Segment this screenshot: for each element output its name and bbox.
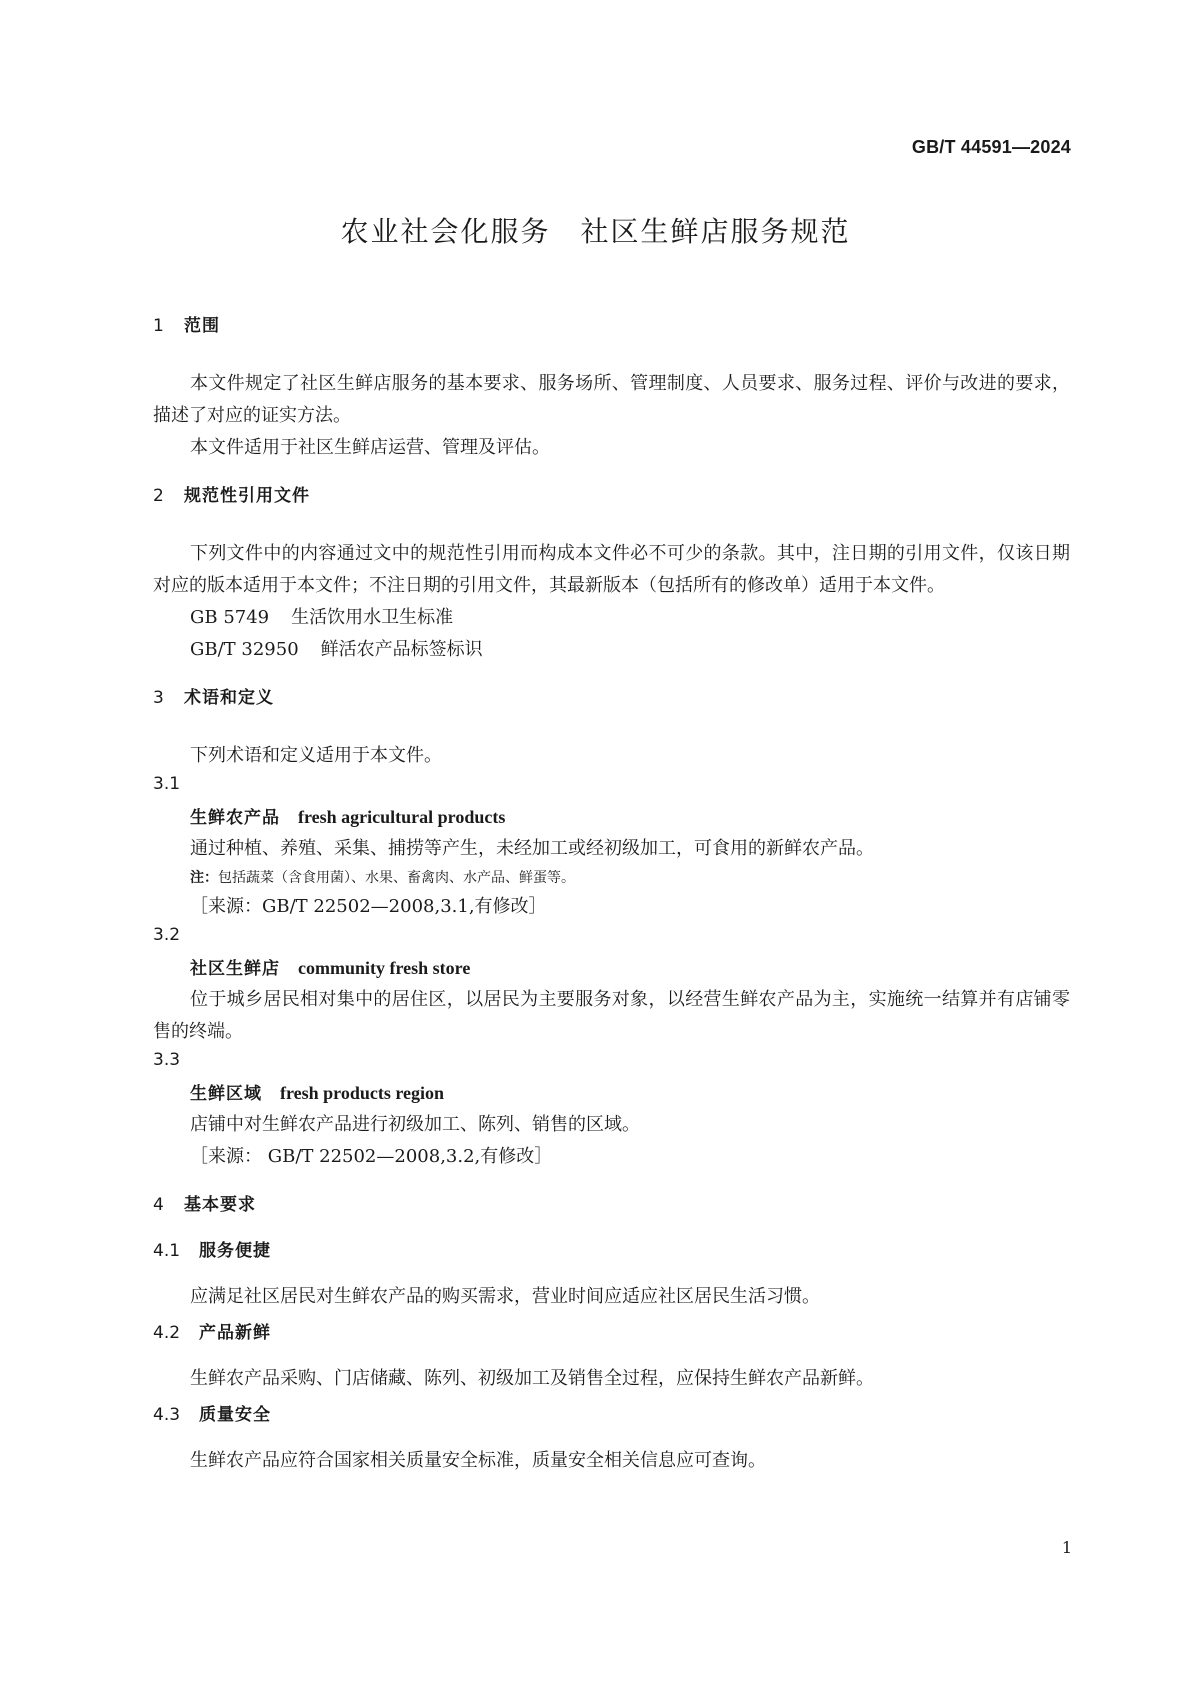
section-title: 术语和定义 (184, 688, 274, 708)
term-definition: 店铺中对生鲜农产品进行初级加工、陈列、销售的区域。 (190, 1114, 640, 1135)
term-number: 3.1 (153, 774, 181, 794)
term-heading (153, 802, 1070, 833)
term-number: 3.2 (153, 925, 181, 945)
note-text: 包括蔬菜（含食用菌）、水果、畜禽肉、水产品、鲜蛋等。 (218, 870, 575, 886)
references-paragraph: 下列文件中的内容通过文中的规范性引用而构成本文件必不可少的条款。其中，注日期的引用文件，仅该日期对应的版本适用于本文件；不注日期的引用文件，其最新版本（包括所有的修改单）适用于本文件。 (153, 543, 1070, 596)
term-source: ［来源： GB/T 22502—2008,3.2,有修改］ (190, 1146, 553, 1167)
reference-code: GB 5749 (190, 607, 270, 628)
reference-code: GB/T 32950 (190, 639, 299, 660)
term-heading (153, 953, 1070, 984)
subsection-heading (153, 1403, 1070, 1427)
reference-name: 鲜活农产品标签标识 (320, 639, 483, 660)
section-heading-basic-requirements (153, 1193, 1070, 1217)
subsection-title: 服务便捷 (199, 1241, 271, 1261)
reference-item (153, 634, 1070, 666)
term-heading (153, 1078, 1070, 1109)
section-heading-references (153, 484, 1070, 508)
reference-name: 生活饮用水卫生标准 (291, 607, 454, 628)
section-title: 规范性引用文件 (184, 486, 310, 506)
scope-paragraph: 本文件规定了社区生鲜店服务的基本要求、服务场所、管理制度、人员要求、服务过程、评价与改进的要求，描述了对应的证实方法。 (153, 373, 1070, 426)
subsection-number: 4.3 (153, 1405, 181, 1425)
standard-code: GB/T 44591—2024 (911, 137, 1071, 157)
term-zh: 生鲜区域 (190, 1084, 262, 1104)
document-title: 农业社会化服务 社区生鲜店服务规范 (340, 215, 851, 248)
term-note (153, 865, 1070, 891)
term-source: ［来源：GB/T 22502—2008,3.1,有修改］ (190, 896, 547, 917)
subsection-text: 生鲜农产品采购、门店储藏、陈列、初级加工及销售全过程，应保持生鲜农产品新鲜。 (190, 1368, 874, 1389)
page-number: 1 (1061, 1538, 1072, 1557)
document-body (153, 314, 1070, 1477)
subsection-number: 4.1 (153, 1241, 181, 1261)
section-number: 1 (153, 316, 165, 336)
subsection-text: 生鲜农产品应符合国家相关质量安全标准，质量安全相关信息应可查询。 (190, 1450, 766, 1471)
subsection-text: 应满足社区居民对生鲜农产品的购买需求，营业时间应适应社区居民生活习惯。 (190, 1286, 820, 1307)
term-en: fresh agricultural products (298, 807, 506, 827)
subsection-number: 4.2 (153, 1323, 181, 1343)
reference-item (153, 602, 1070, 634)
section-title: 基本要求 (184, 1195, 256, 1215)
subsection-heading (153, 1321, 1070, 1345)
term-number: 3.3 (153, 1050, 181, 1070)
terms-intro: 下列术语和定义适用于本文件。 (190, 745, 442, 766)
section-number: 3 (153, 688, 165, 708)
term-zh: 生鲜农产品 (190, 808, 280, 828)
term-definition: 位于城乡居民相对集中的居住区，以居民为主要服务对象，以经营生鲜农产品为主，实施统一结算并有店铺零售的终端。 (153, 989, 1070, 1042)
subsection-title: 产品新鲜 (199, 1323, 271, 1343)
term-en: community fresh store (298, 958, 471, 978)
term-definition: 通过种植、养殖、采集、捕捞等产生，未经加工或经初级加工，可食用的新鲜农产品。 (190, 838, 874, 859)
section-heading-scope (153, 314, 1070, 338)
term-zh: 社区生鲜店 (190, 959, 280, 979)
section-number: 4 (153, 1195, 165, 1215)
section-title: 范围 (184, 316, 220, 336)
section-heading-terms (153, 686, 1070, 710)
note-label: 注： (190, 870, 218, 886)
scope-applicability: 本文件适用于社区生鲜店运营、管理及评估。 (190, 437, 550, 458)
term-en: fresh products region (280, 1083, 445, 1103)
subsection-heading (153, 1239, 1070, 1263)
section-number: 2 (153, 486, 165, 506)
subsection-title: 质量安全 (199, 1405, 271, 1425)
